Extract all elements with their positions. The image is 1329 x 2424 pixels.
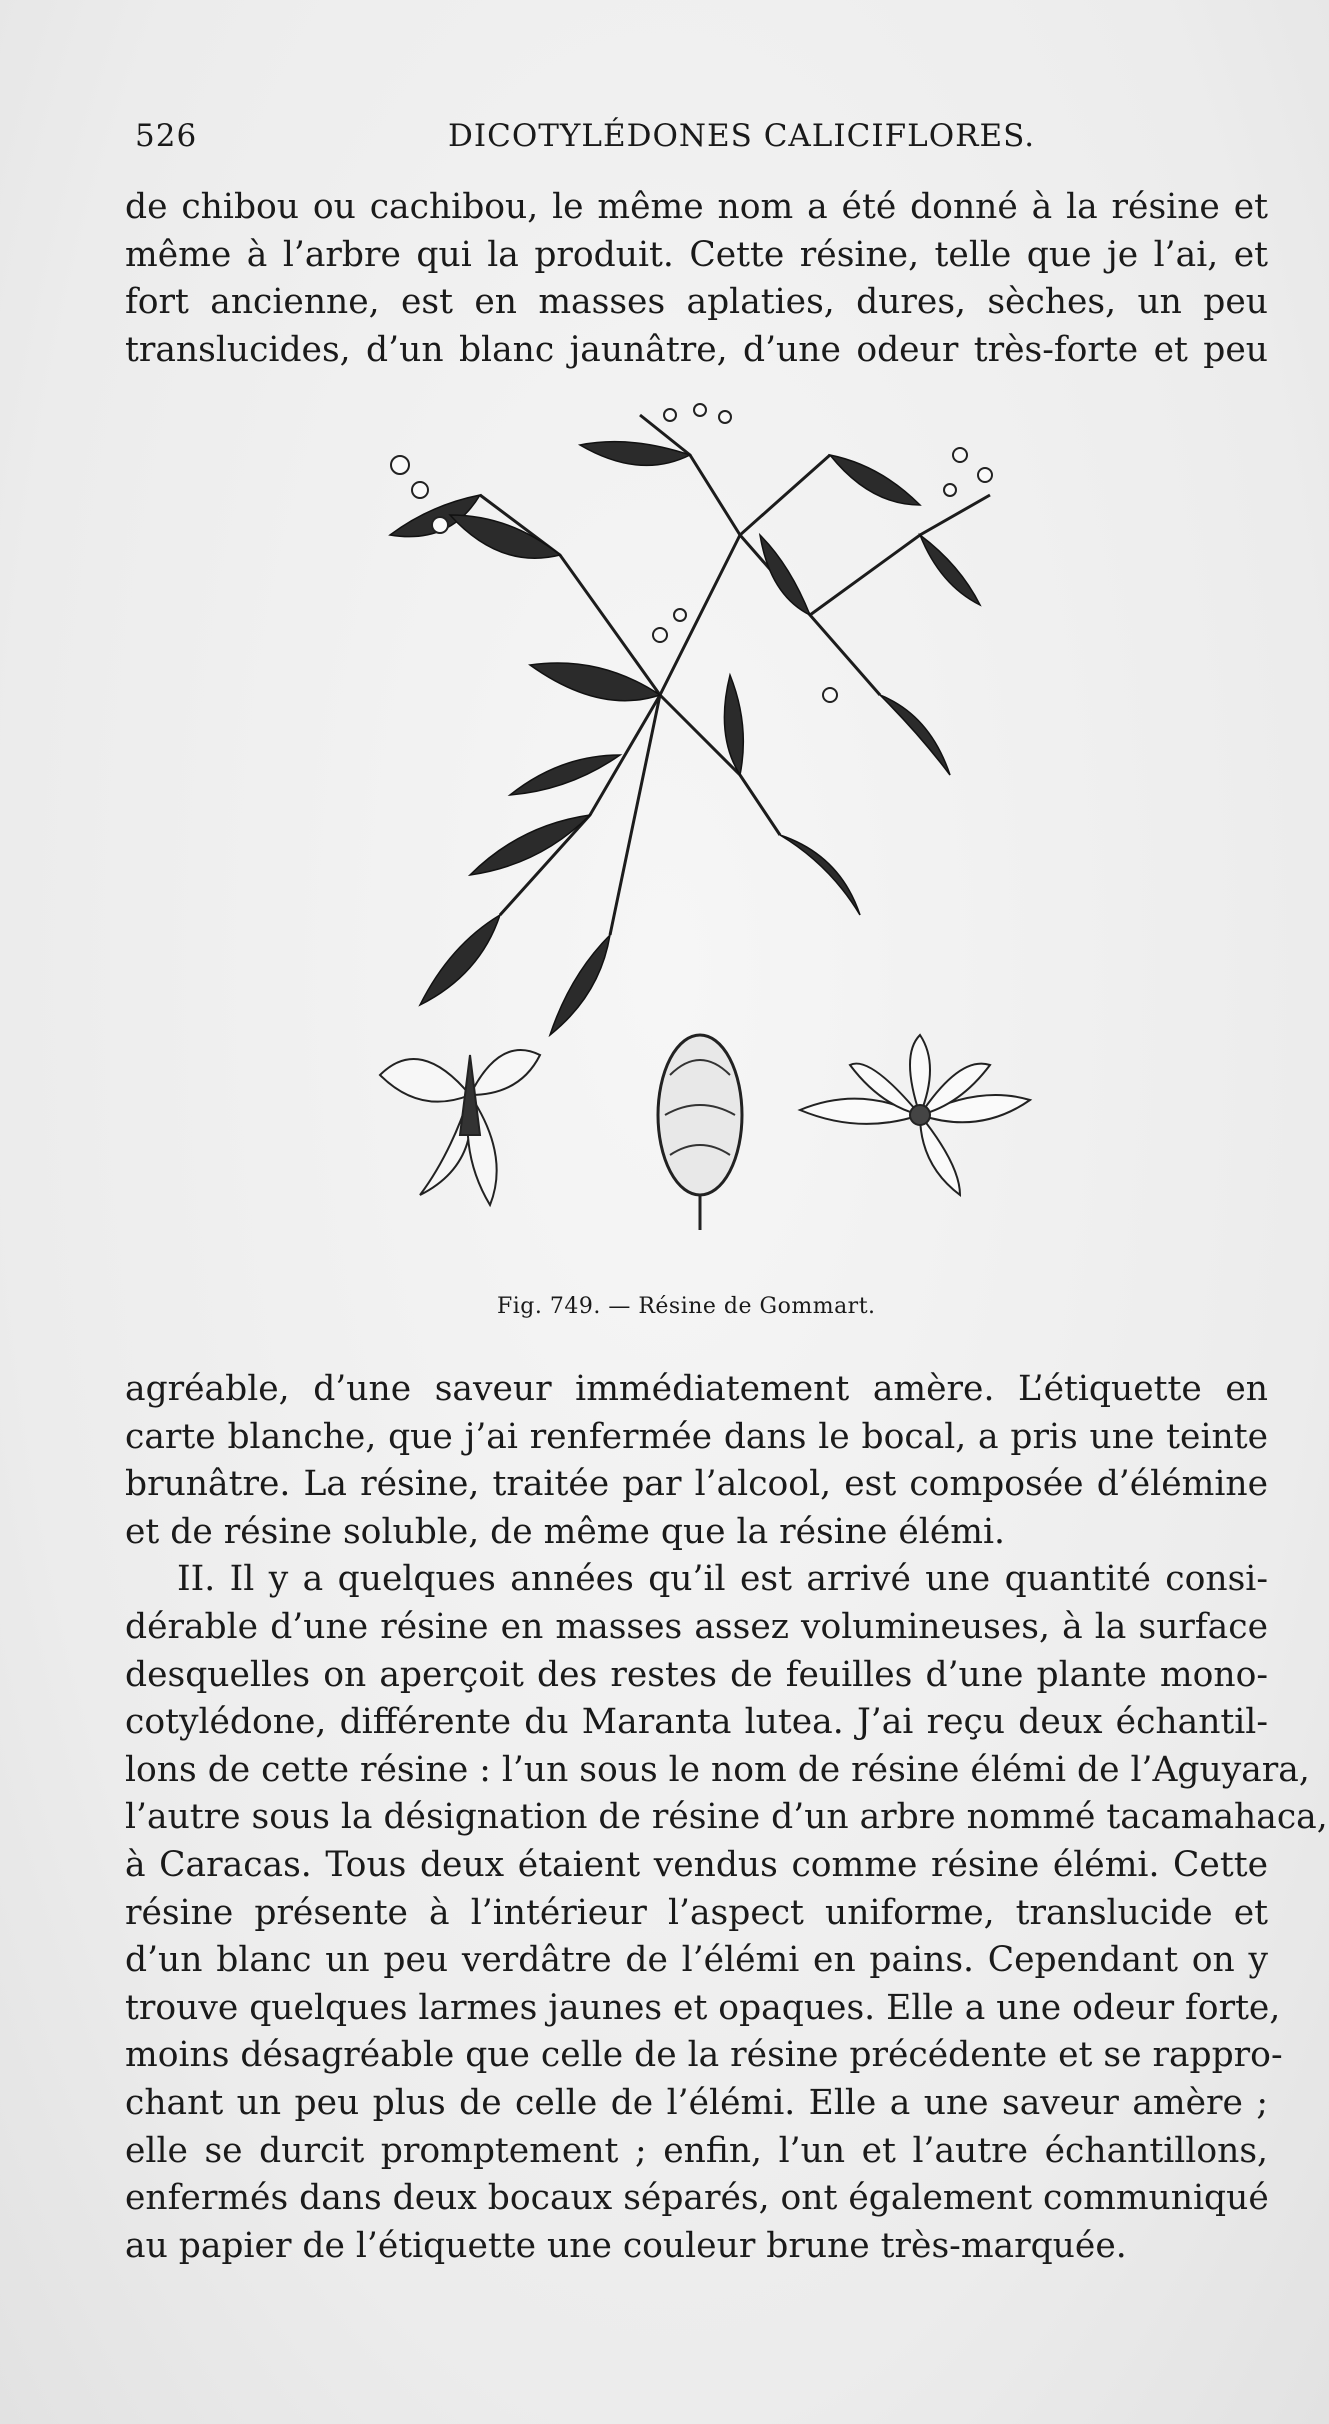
fruit-drawing — [658, 1035, 742, 1230]
text-line: lons de cette résine : l’un sous le nom de résine élémi de l’Aguyara, — [125, 1749, 1310, 1790]
text-line: trouve quelques larmes jaunes et opaques. Elle a une odeur forte, — [125, 1987, 1281, 2028]
text-line: fort ancienne, est en masses aplaties, dures, sèches, un peu — [125, 282, 1268, 323]
text-line: cotylédone, différente du Maranta lutea. J’ai reçu deux échantil- — [125, 1702, 1268, 1743]
text-line: brunâtre. La résine, traitée par l’alcool, est composée d’élémine — [125, 1464, 1268, 1505]
running-header — [135, 118, 1265, 164]
botanical-illustration — [360, 395, 1060, 1319]
text-line: moins désagréable que celle de la résine précédente et se rappro- — [125, 2035, 1283, 2076]
text-line: translucides, d’un blanc jaunâtre, d’une odeur très-forte et peu — [125, 329, 1268, 370]
text-line: II. Il y a quelques années qu’il est arrivé une quantité consi- — [177, 1559, 1268, 1600]
text-line: desquelles on aperçoit des restes de feuilles d’une plante mono- — [125, 1654, 1268, 1695]
text-line: résine présente à l’intérieur l’aspect uniforme, translucide et — [125, 1892, 1268, 1933]
text-line: d’un blanc un peu verdâtre de l’élémi en pains. Cependant on y — [125, 1940, 1268, 1981]
running-title: DICOTYLÉDONES CALICIFLORES. — [448, 118, 1036, 154]
text-line: chant un peu plus de celle de l’élémi. Elle a une saveur amère ; — [125, 2082, 1268, 2123]
paragraph-top — [125, 184, 1268, 374]
text-line: enfermés dans deux bocaux séparés, ont également communiqué — [125, 2178, 1269, 2219]
flower-drawing — [380, 1050, 540, 1205]
page-number: 526 — [135, 118, 198, 154]
plant-engraving — [360, 395, 1060, 1295]
text-line: même à l’arbre qui la produit. Cette résine, telle que je l’ai, et — [125, 234, 1268, 275]
text-line: carte blanche, que j’ai renfermée dans le bocal, a pris une teinte — [125, 1416, 1268, 1457]
text-line: à Caracas. Tous deux étaient vendus comme résine élémi. Cette — [125, 1844, 1268, 1885]
open-flower-drawing — [800, 1035, 1030, 1195]
text-line: l’autre sous la désignation de résine d’un arbre nommé tacamahaca, — [125, 1797, 1328, 1838]
paragraph-continued — [125, 1366, 1328, 2270]
text-line: et de résine soluble, de même que la résine élémi. — [125, 1511, 1005, 1552]
text-line: dérable d’une résine en masses assez volumineuses, à la surface — [125, 1606, 1268, 1647]
text-line: agréable, d’une saveur immédiatement amère. L’étiquette en — [125, 1369, 1268, 1409]
figure-caption: Fig. 749. — Résine de Gommart. — [497, 1294, 876, 1319]
text-line: au papier de l’étiquette une couleur brune très-marquée. — [125, 2225, 1127, 2266]
text-line: de chibou ou cachibou, le même nom a été donné à la résine et — [125, 187, 1268, 227]
text-line: elle se durcit promptement ; enfin, l’un et l’autre échantillons, — [125, 2130, 1268, 2171]
